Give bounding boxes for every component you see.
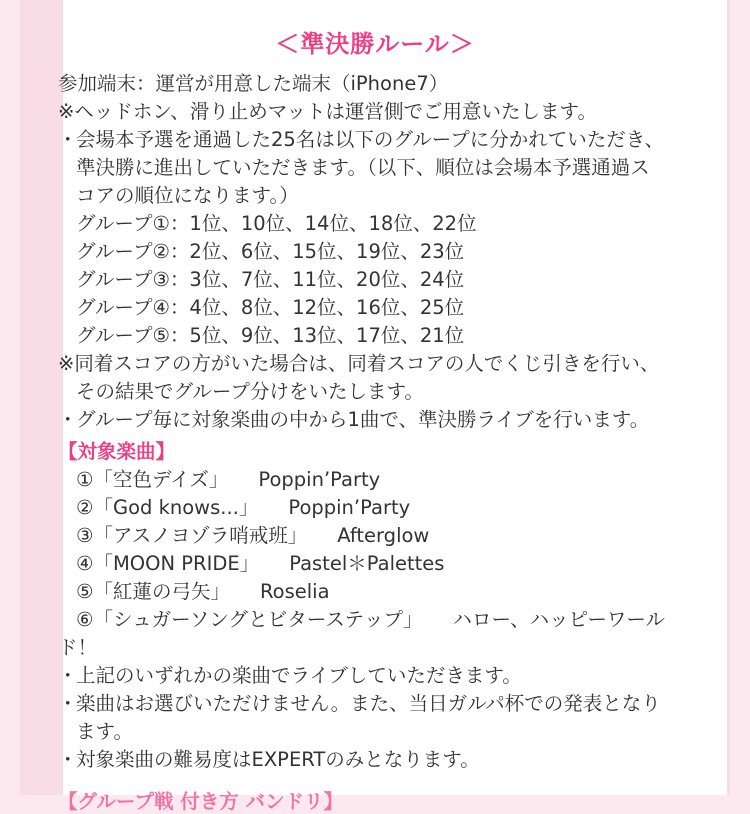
group-1: グループ①：1位、10位、14位、18位、22位 <box>76 212 477 235</box>
song-item <box>58 494 698 522</box>
song-title: ①「空色デイズ」 <box>76 468 229 491</box>
live-note-text: 上記のいずれかの楽曲でライブしていただきます。 <box>76 664 522 687</box>
bullet-mark: ・ <box>58 748 78 771</box>
song-item <box>58 578 698 606</box>
song-band: ハロー、ハッピーワール <box>452 608 666 631</box>
song-item <box>58 466 698 494</box>
group-2: グループ②：2位、6位、15位、19位、23位 <box>76 240 465 263</box>
song-band: Afterglow <box>337 524 430 547</box>
song-item <box>58 606 698 634</box>
live-bullet <box>58 406 698 434</box>
page-title: ＜準決勝ルール＞ <box>275 30 475 58</box>
song-item <box>58 522 698 550</box>
choose-note-line-1: 楽曲はお選びいただけません。また、当日ガルパ杯での発表となり <box>76 692 661 715</box>
group-bullet-line-2: 準決勝に進出していただきます。（以下、順位は会場本予選通過ス <box>76 156 650 179</box>
song-band: Poppin’Party <box>258 468 381 491</box>
bullet-mark: ・ <box>58 128 78 151</box>
song-band: Poppin’Party <box>288 496 411 519</box>
song-6-continuation: ド！ <box>58 636 98 659</box>
choose-note-line-2: ます。 <box>76 720 133 743</box>
bullet-mark: ・ <box>58 664 78 687</box>
song-title: ③「アスノヨゾラ哨戒班」 <box>76 524 308 547</box>
song-title: ⑤「紅蓮の弓矢」 <box>76 580 230 603</box>
group-5: グループ⑤：5位、9位、13位、17位、21位 <box>76 324 465 347</box>
song-band: Roselia <box>259 580 330 603</box>
song-item <box>58 550 698 578</box>
live-note <box>58 662 698 690</box>
song-title: ⑥「シュガーソングとビターステップ」 <box>76 608 423 631</box>
choose-note <box>58 690 698 746</box>
difficulty-note <box>58 746 698 774</box>
tie-note-line-2: その結果でグループ分けをいたします。 <box>76 380 424 403</box>
headphones-note: ※ヘッドホン、滑り止めマットは運営側でご用意いたします。 <box>58 100 597 123</box>
group-bullet-line-1: 会場本予選を通過した25名は以下のグループに分かれていただき、 <box>76 128 664 151</box>
songs-section-title: 【対象楽曲】 <box>58 440 176 463</box>
song-band: Pastel＊Palettes <box>289 552 445 575</box>
group-3: グループ③：3位、7位、11位、20位、24位 <box>76 268 465 291</box>
bullet-mark: ・ <box>58 408 78 431</box>
next-section-title-cutoff: 【グループ戦 付き方 バンドリ】 <box>58 790 344 813</box>
difficulty-note-text: 対象楽曲の難易度はEXPERTのみとなります。 <box>76 748 480 771</box>
bullet-mark: ・ <box>58 692 78 715</box>
device-line: 参加端末：運営が用意した端末（iPhone7） <box>58 72 449 95</box>
song-title: ④「MOON PRIDE」 <box>76 552 260 575</box>
song-title: ②「God knows...」 <box>76 496 259 519</box>
group-bullet-line-3: コアの順位になります。） <box>76 184 299 207</box>
live-bullet-text: グループ毎に対象楽曲の中から1曲で、準決勝ライブを行います。 <box>76 408 650 431</box>
group-4: グループ④：4位、8位、12位、16位、25位 <box>76 296 465 319</box>
group-bullet <box>58 126 698 350</box>
rules-content <box>58 70 698 774</box>
tie-note-line-1: ※同着スコアの方がいた場合は、同着スコアの人でくじ引きを行い、 <box>58 352 660 375</box>
